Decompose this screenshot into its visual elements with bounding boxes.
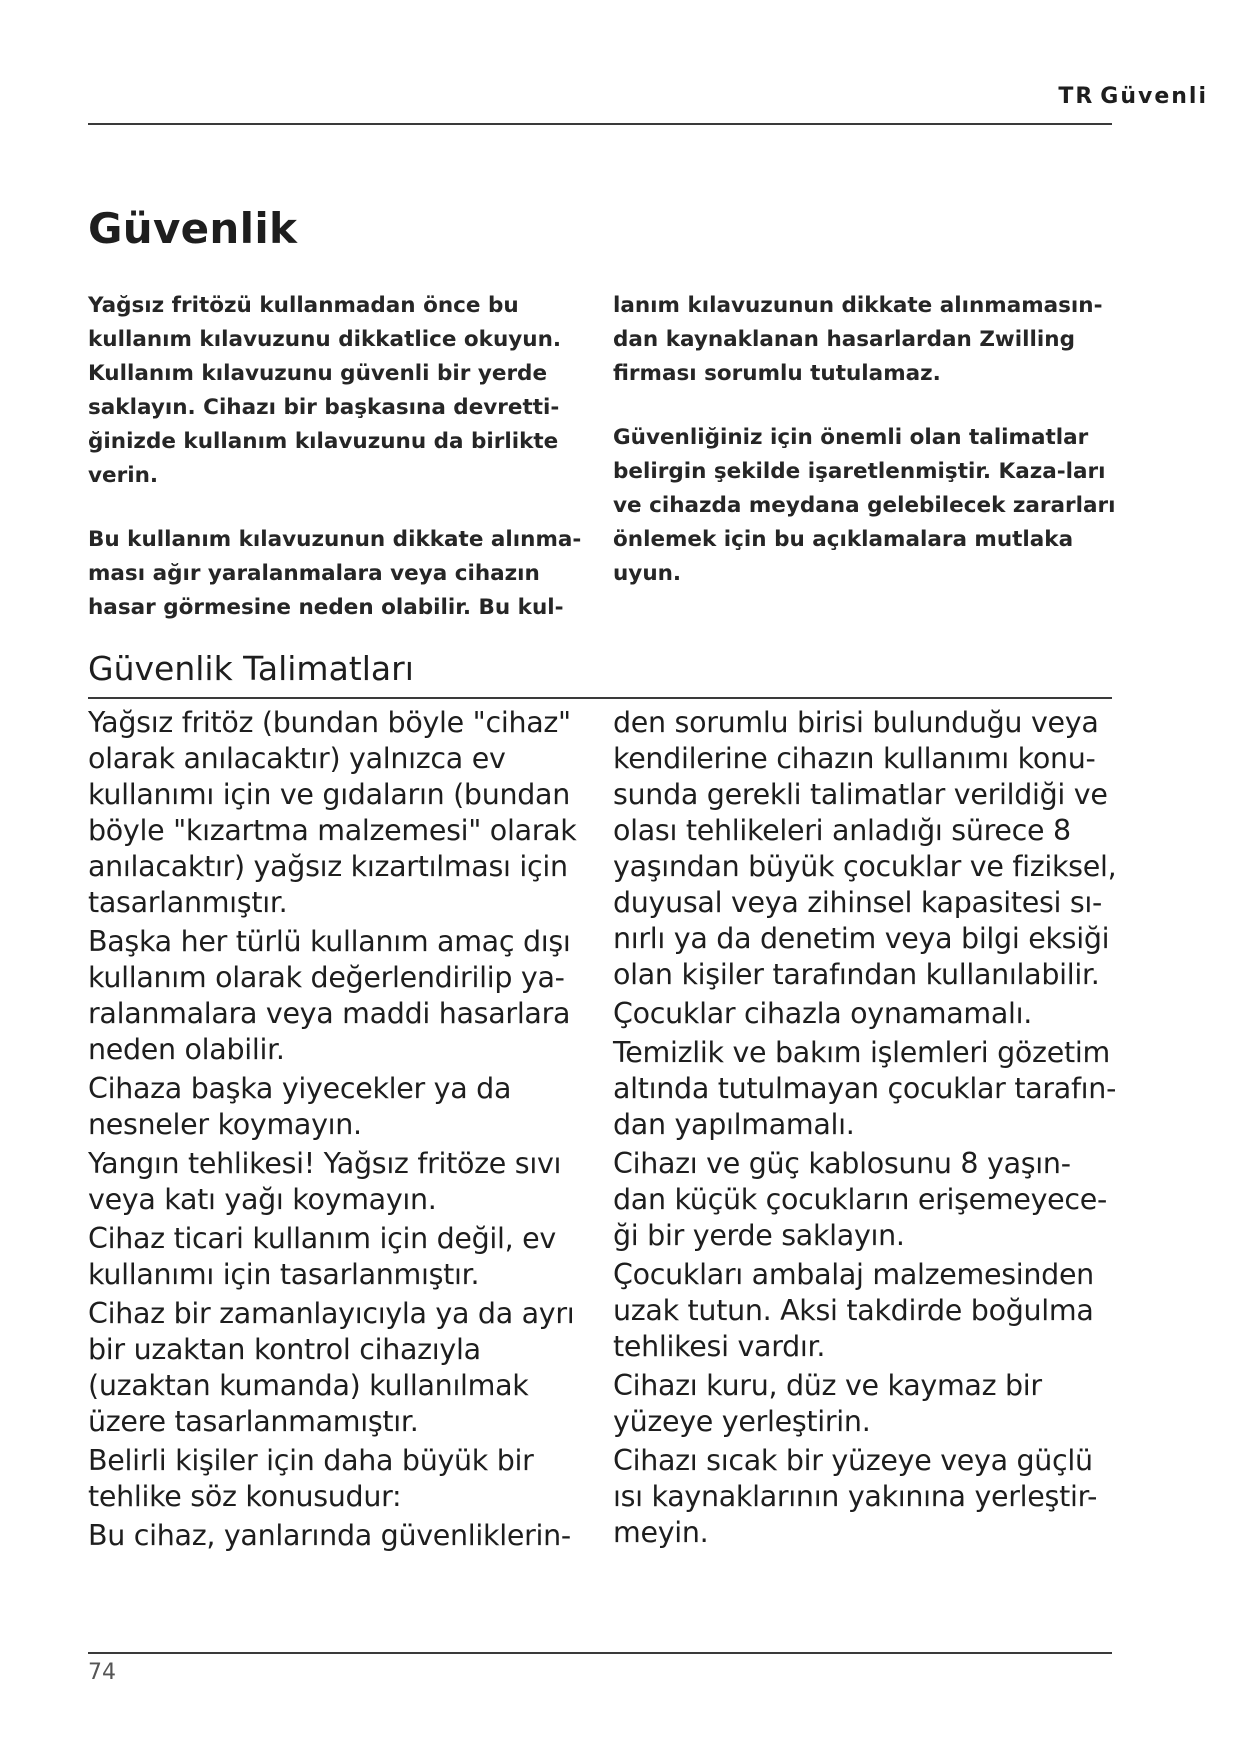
footer-rule [88, 1652, 1112, 1654]
header-rule [88, 123, 1112, 125]
instruction-paragraph: den sorumlu birisi bulunduğu veya kendilerine cihazın kullanımı konu-sunda gerekli talimatlar verildiği ve olası tehlikeleri anladığı sürece 8 yaşından büyük çocuklar ve fiziksel, duyusal veya zihinsel kapasitesi sı-nırlı ya da denetim veya bilgi eksiği olan kişiler tarafından kullanılabilir. [613, 706, 1117, 991]
intro-paragraph: Bu kullanım kılavuzunun dikkate alınma-ması ağır yaralanmalara veya cihazın hasar görmesine neden olabilir. Bu kul- [88, 527, 582, 620]
instruction-paragraph: Cihazı sıcak bir yüzeye veya güçlü ısı kaynaklarının yakınına yerleştir-meyin. [613, 1444, 1098, 1549]
section-name: Güvenli [1100, 84, 1208, 109]
instruction-paragraph: Yağsız fritöz (bundan böyle "cihaz" olarak anılacaktır) yalnızca ev kullanımı için ve gıdaların (bundan böyle "kızartma malzemesi" olarak anılacaktır) yağsız kızartılması için tasarlanmıştır. [88, 706, 577, 919]
intro-right-column [613, 289, 1121, 621]
instruction-paragraph: Cihaza başka yiyecekler ya da nesneler koymayın. [88, 1072, 512, 1141]
section-subtitle: Güvenlik Talimatları [88, 649, 414, 688]
intro-paragraph: Yağsız fritözü kullanmadan önce bu kullanım kılavuzunu dikkatlice okuyun. Kullanım kılavuzunu güvenli bir yerde saklayın. Cihazı bir başkasına devretti-ğinizde kullanım kılavuzunu da birlikte verin. [88, 293, 562, 488]
subtitle-rule [88, 697, 1112, 699]
instruction-paragraph: Cihaz bir zamanlayıcıyla ya da ayrı bir uzaktan kontrol cihazıyla (uzaktan kumanda) kullanılmak üzere tasarlanmamıştır. [88, 1297, 575, 1438]
instruction-paragraph: Cihazı kuru, düz ve kaymaz bir yüzeye yerleştirin. [613, 1369, 1042, 1438]
intro-left-column [88, 289, 596, 655]
instruction-paragraph: Bu cihaz, yanlarında güvenliklerin- [88, 1519, 571, 1552]
running-header [1058, 84, 1208, 109]
page-number: 74 [88, 1660, 116, 1685]
instruction-paragraph: Çocukları ambalaj malzemesinden uzak tutun. Aksi takdirde boğulma tehlikesi vardır. [613, 1258, 1094, 1363]
language-code: TR [1058, 84, 1095, 109]
instruction-paragraph: Cihazı ve güç kablosunu 8 yaşın-dan küçük çocukların erişemeyece-ği bir yerde saklayın. [613, 1147, 1107, 1252]
instruction-paragraph: Belirli kişiler için daha büyük bir tehlike söz konusudur: [88, 1444, 534, 1513]
instruction-paragraph: Cihaz ticari kullanım için değil, ev kullanımı için tasarlanmıştır. [88, 1222, 556, 1291]
instruction-paragraph: Temizlik ve bakım işlemleri gözetim altında tutulmayan çocuklar tarafın-dan yapılmamalı. [613, 1036, 1117, 1141]
instructions-right-column [613, 705, 1121, 1554]
intro-paragraph: Güvenliğiniz için önemli olan talimatlar belirgin şekilde işaretlenmiştir. Kaza-ları ve cihazda meydana gelebilecek zararları önlemek için bu açıklamalara mutlaka uyun. [613, 425, 1116, 586]
instructions-left-column [88, 705, 596, 1557]
instruction-paragraph: Çocuklar cihazla oynamamalı. [613, 997, 1033, 1030]
intro-paragraph: lanım kılavuzunun dikkate alınmamasın-dan kaynaklanan hasarlardan Zwilling firması sorumlu tutulamaz. [613, 293, 1103, 386]
instruction-paragraph: Yangın tehlikesi! Yağsız fritöze sıvı veya katı yağı koymayın. [88, 1147, 562, 1216]
page-title: Güvenlik [88, 204, 298, 253]
instruction-paragraph: Başka her türlü kullanım amaç dışı kullanım olarak değerlendirilip ya-ralanmalara veya maddi hasarlara neden olabilir. [88, 925, 571, 1066]
